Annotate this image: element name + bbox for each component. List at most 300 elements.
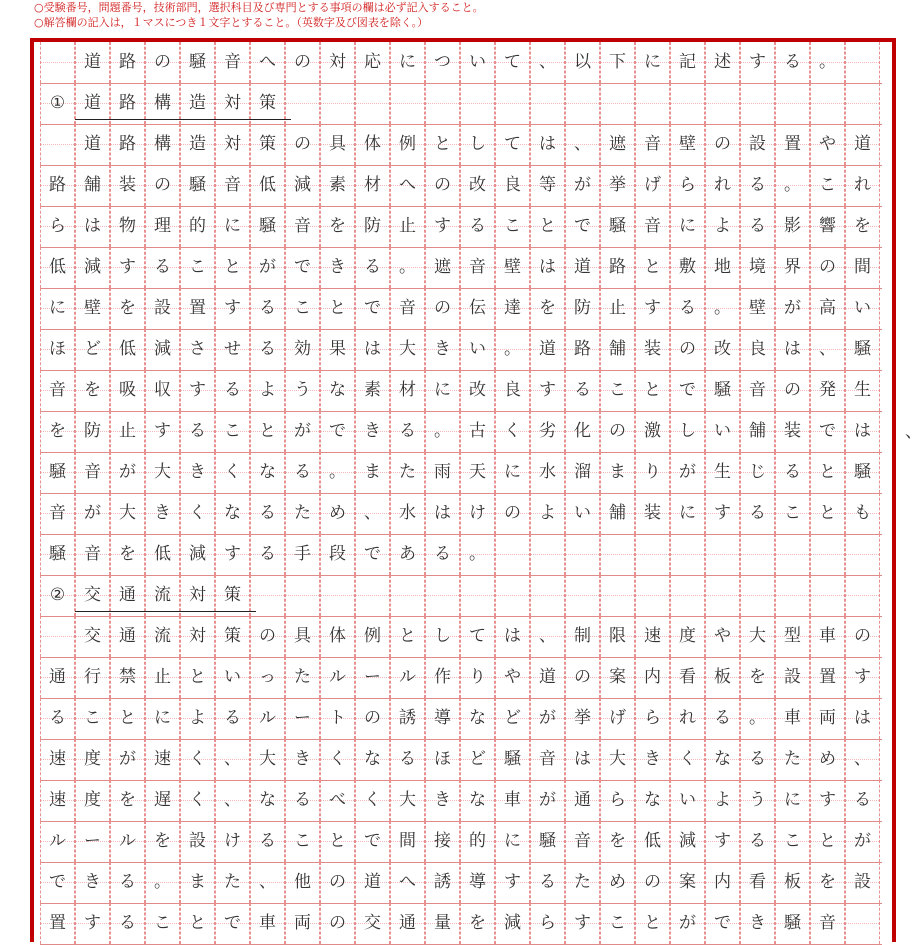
cell-char: げ (644, 175, 661, 195)
grid-cell (110, 247, 145, 288)
cell-char: 、 (539, 52, 556, 72)
cell-char: る (749, 749, 766, 769)
grid-cell (635, 206, 670, 247)
grid-cell (740, 821, 775, 862)
cell-char (776, 580, 809, 610)
grid-cell (285, 575, 320, 616)
grid-cell (460, 83, 495, 124)
cell-char: す (189, 380, 206, 400)
cell-char: き (644, 749, 661, 769)
cell-char: 道 (854, 134, 871, 154)
grid-cell (670, 657, 705, 698)
grid-cell (355, 124, 390, 165)
cell-char: 大 (609, 749, 626, 769)
grid-cell (670, 862, 705, 903)
grid-cell (110, 534, 145, 575)
cell-char: べ (329, 790, 346, 810)
grid-cell (670, 739, 705, 780)
grid-cell (425, 370, 460, 411)
grid-cell (250, 247, 285, 288)
cell-char: と (399, 626, 416, 646)
grid-cell (495, 903, 530, 944)
cell-char: の (294, 52, 311, 72)
cell-char: 雨 (434, 462, 451, 482)
cell-char: 止 (609, 298, 626, 318)
cell-char: く (504, 421, 521, 441)
grid-cell (810, 493, 845, 534)
cell-char: 止 (154, 667, 171, 687)
cell-char: は (574, 749, 591, 769)
cell-char: 音 (224, 52, 241, 72)
cell-char: 減 (679, 831, 696, 851)
grid-cell (460, 657, 495, 698)
cell-char: 挙 (609, 175, 626, 195)
cell-char: 例 (364, 626, 381, 646)
grid-cell (530, 83, 565, 124)
grid-cell (390, 616, 425, 657)
grid-cell (215, 821, 250, 862)
grid-cell (390, 247, 425, 288)
cell-char: も (854, 503, 871, 523)
grid-cell (810, 370, 845, 411)
grid-cell (845, 165, 880, 206)
grid-cell (425, 698, 460, 739)
cell-char: す (644, 298, 661, 318)
cell-char: 影 (784, 216, 801, 236)
grid-cell (600, 452, 635, 493)
grid-cell (110, 165, 145, 206)
grid-cell (425, 657, 460, 698)
cell-char: 騒 (714, 380, 731, 400)
cell-char: す (154, 421, 171, 441)
grid-cell (740, 616, 775, 657)
grid-cell (705, 534, 740, 575)
grid-cell (355, 452, 390, 493)
grid-cell (145, 903, 180, 944)
cell-char: 音 (644, 216, 661, 236)
grid-cell (180, 534, 215, 575)
grid-cell (390, 739, 425, 780)
grid-cell (495, 739, 530, 780)
grid-cell (705, 862, 740, 903)
grid-cell (635, 903, 670, 944)
cell-char: ー (84, 831, 101, 851)
cell-char (846, 908, 879, 938)
grid-cell (530, 575, 565, 616)
grid-cell (250, 493, 285, 534)
grid-cell (705, 575, 740, 616)
cell-char: る (434, 544, 451, 564)
grid-cell (635, 165, 670, 206)
grid-cell (285, 411, 320, 452)
cell-char: る (749, 831, 766, 851)
grid-cell (845, 493, 880, 534)
cell-char: る (119, 913, 136, 933)
grid-cell (810, 534, 845, 575)
grid-cell (565, 575, 600, 616)
cell-char: を (119, 298, 136, 318)
grid-cell (460, 903, 495, 944)
grid-cell (600, 739, 635, 780)
grid-cell (390, 903, 425, 944)
grid-cell (355, 903, 390, 944)
cell-char: は (364, 339, 381, 359)
grid-cell (670, 370, 705, 411)
grid-cell (40, 42, 75, 83)
grid-cell (180, 165, 215, 206)
cell-char: 路 (119, 93, 136, 113)
grid-cell (75, 124, 110, 165)
cell-char: す (574, 913, 591, 933)
cell-char: 達 (504, 298, 521, 318)
grid-cell (355, 493, 390, 534)
cell-char: が (679, 913, 696, 933)
cell-char: 化 (574, 421, 591, 441)
grid-row (40, 493, 882, 534)
cell-char: 的 (189, 216, 206, 236)
cell-char: 舗 (609, 339, 626, 359)
grid-cell (390, 370, 425, 411)
cell-char (636, 539, 669, 569)
grid-cell (425, 42, 460, 83)
grid-cell (110, 821, 145, 862)
cell-char: る (574, 380, 591, 400)
cell-char: な (259, 790, 276, 810)
grid-cell (75, 370, 110, 411)
cell-char: 境 (749, 257, 766, 277)
cell-char: 路 (119, 52, 136, 72)
grid-cell (705, 329, 740, 370)
grid-cell (390, 821, 425, 862)
cell-char: 両 (294, 913, 311, 933)
grid-cell (740, 206, 775, 247)
cell-char: る (259, 339, 276, 359)
cell-char: 減 (154, 339, 171, 359)
grid-cell (845, 657, 880, 698)
cell-char: が (539, 790, 556, 810)
cell-char (496, 539, 529, 569)
cell-char: る (224, 708, 241, 728)
grid-cell (425, 206, 460, 247)
grid-cell (530, 493, 565, 534)
cell-char (636, 88, 669, 118)
cell-char: の (294, 134, 311, 154)
grid-cell (110, 780, 145, 821)
instruction-line: ○受験番号，問題番号，技術部門，選択科目及び専門とする事項の欄は必ず記入すること。 (34, 1, 484, 14)
grid-cell (495, 534, 530, 575)
grid-cell (775, 862, 810, 903)
grid-cell (250, 534, 285, 575)
cell-char: 良 (504, 175, 521, 195)
cell-char: 壁 (749, 298, 766, 318)
grid-cell (565, 657, 600, 698)
grid-cell (250, 903, 285, 944)
cell-char: 大 (399, 339, 416, 359)
grid-cell (845, 616, 880, 657)
cell-char: 速 (154, 749, 171, 769)
cell-char: こ (84, 708, 101, 728)
cell-char: れ (679, 708, 696, 728)
grid-cell (355, 821, 390, 862)
cell-char (461, 88, 494, 118)
grid-cell (75, 780, 110, 821)
cell-char: く (679, 749, 696, 769)
grid-cell (250, 657, 285, 698)
grid-cell (705, 452, 740, 493)
cell-char: 対 (224, 134, 241, 154)
cell-char: せ (224, 339, 241, 359)
cell-char: で (364, 831, 381, 851)
grid-cell (390, 780, 425, 821)
cell-char: 音 (294, 216, 311, 236)
grid-cell (180, 288, 215, 329)
cell-char (846, 539, 879, 569)
grid-row (40, 452, 882, 493)
grid-cell (250, 452, 285, 493)
cell-char (566, 580, 599, 610)
cell-char: は (84, 216, 101, 236)
cell-char: な (329, 380, 346, 400)
grid-cell (670, 616, 705, 657)
grid-cell (635, 288, 670, 329)
cell-char: 遅 (154, 790, 171, 810)
grid-row (40, 821, 882, 862)
cell-char: く (189, 749, 206, 769)
cell-char: 天 (469, 462, 486, 482)
cell-char: 低 (154, 544, 171, 564)
grid-cell (460, 329, 495, 370)
cell-char: す (714, 503, 731, 523)
cell-char (286, 88, 319, 118)
grid-cell (355, 739, 390, 780)
grid-cell (355, 165, 390, 206)
grid-cell (530, 370, 565, 411)
grid-cell (110, 42, 145, 83)
grid-cell (215, 903, 250, 944)
cell-char: は (784, 339, 801, 359)
instruction-line: ○解答欄の記入は，１マスにつき１文字とすること。（英数字及び図表を除く。） (34, 16, 429, 29)
grid-cell (600, 903, 635, 944)
grid-cell (460, 739, 495, 780)
grid-cell (355, 329, 390, 370)
cell-char: が (119, 462, 136, 482)
grid-cell (320, 780, 355, 821)
grid-cell (390, 862, 425, 903)
cell-char: が (854, 831, 871, 851)
grid-row (40, 657, 882, 698)
grid-cell (775, 42, 810, 83)
grid-cell (740, 411, 775, 452)
grid-cell (530, 288, 565, 329)
cell-char: る (189, 421, 206, 441)
grid-cell (530, 42, 565, 83)
cell-char: 路 (609, 257, 626, 277)
grid-cell (495, 329, 530, 370)
grid-cell (355, 288, 390, 329)
grid-cell (740, 165, 775, 206)
cell-char: 他 (294, 872, 311, 892)
cell-char: 両 (819, 708, 836, 728)
grid-cell (600, 329, 635, 370)
cell-char: 路 (119, 134, 136, 154)
cell-char: 流 (154, 626, 171, 646)
grid-cell (845, 42, 880, 83)
cell-char: 。 (154, 872, 171, 892)
grid-cell (600, 698, 635, 739)
cell-char: 通 (119, 626, 136, 646)
cell-char: 音 (644, 134, 661, 154)
grid-cell (285, 83, 320, 124)
cell-char: く (364, 790, 381, 810)
cell-char: こ (784, 831, 801, 851)
grid-cell (355, 575, 390, 616)
grid-cell (145, 83, 180, 124)
grid-cell (285, 42, 320, 83)
grid-cell (145, 739, 180, 780)
cell-char: 挙 (574, 708, 591, 728)
grid-cell (705, 124, 740, 165)
grid-cell (180, 124, 215, 165)
grid-cell (180, 370, 215, 411)
cell-char: 遮 (434, 257, 451, 277)
grid-cell (705, 616, 740, 657)
cell-char: ー (294, 708, 311, 728)
cell-char: ト (329, 708, 346, 728)
cell-char: 舗 (84, 175, 101, 195)
cell-char: 音 (49, 380, 66, 400)
grid-cell (425, 821, 460, 862)
cell-char (776, 88, 809, 118)
cell-char: っ (259, 667, 276, 687)
grid-cell (215, 862, 250, 903)
cell-char: 騒 (49, 544, 66, 564)
grid-cell (40, 698, 75, 739)
cell-char: こ (504, 216, 521, 236)
cell-char: 対 (189, 626, 206, 646)
grid-cell (40, 83, 75, 124)
grid-cell (600, 616, 635, 657)
grid-cell (810, 575, 845, 616)
cell-char: 止 (399, 216, 416, 236)
cell-char: 策 (259, 134, 276, 154)
cell-char: と (259, 421, 276, 441)
grid-cell (670, 165, 705, 206)
cell-char: い (224, 667, 241, 687)
cell-char: う (294, 380, 311, 400)
cell-char: け (469, 503, 486, 523)
cell-char: を (329, 216, 346, 236)
grid-cell (215, 780, 250, 821)
grid-cell (145, 411, 180, 452)
grid-cell (355, 657, 390, 698)
grid-cell (565, 780, 600, 821)
grid-cell (495, 821, 530, 862)
cell-char: 大 (399, 790, 416, 810)
cell-char: 度 (84, 790, 101, 810)
grid-cell (635, 329, 670, 370)
cell-char: 。 (819, 52, 836, 72)
cell-char: で (294, 257, 311, 277)
cell-char: 大 (259, 749, 276, 769)
cell-char: を (119, 544, 136, 564)
grid-cell (530, 739, 565, 780)
grid-cell (635, 739, 670, 780)
grid-cell (75, 739, 110, 780)
cell-char: 生 (854, 380, 871, 400)
cell-char: る (154, 257, 171, 277)
grid-cell (845, 247, 880, 288)
cell-char: す (749, 52, 766, 72)
cell-char: よ (189, 708, 206, 728)
cell-char: り (469, 667, 486, 687)
cell-char: 音 (399, 298, 416, 318)
cell-char: 減 (84, 257, 101, 277)
cell-char: 、 (364, 503, 381, 523)
cell-char: 設 (784, 667, 801, 687)
cell-char: あ (399, 544, 416, 564)
grid-cell (75, 247, 110, 288)
grid-cell (635, 493, 670, 534)
cell-char: ほ (434, 749, 451, 769)
cell-char: 対 (189, 585, 206, 605)
grid-cell (285, 903, 320, 944)
grid-cell (145, 821, 180, 862)
grid-cell (215, 657, 250, 698)
cell-char: 伝 (469, 298, 486, 318)
grid-cell (810, 698, 845, 739)
cell-char: 、 (539, 626, 556, 646)
cell-char: る (259, 503, 276, 523)
grid-cell (320, 739, 355, 780)
cell-char: う (749, 790, 766, 810)
cell-char: 水 (399, 503, 416, 523)
cell-char: ル (49, 831, 66, 851)
cell-char: 果 (329, 339, 346, 359)
grid-cell (530, 247, 565, 288)
grid-cell (670, 698, 705, 739)
grid-cell (40, 370, 75, 411)
grid-cell (425, 780, 460, 821)
cell-char: 速 (644, 626, 661, 646)
cell-char: き (154, 503, 171, 523)
cell-char: の (574, 667, 591, 687)
grid-cell (565, 903, 600, 944)
cell-char: が (574, 175, 591, 195)
cell-char (426, 580, 459, 610)
cell-char: 、 (819, 339, 836, 359)
cell-char: 生 (714, 462, 731, 482)
grid-row (40, 780, 882, 821)
cell-char: す (854, 667, 871, 687)
cell-char: 舗 (609, 503, 626, 523)
cell-char: き (434, 790, 451, 810)
grid-row (40, 739, 882, 780)
cell-char: 板 (784, 872, 801, 892)
cell-char (811, 539, 844, 569)
grid-cell (40, 329, 75, 370)
grid-cell (775, 698, 810, 739)
grid-cell (530, 206, 565, 247)
cell-char: 内 (644, 667, 661, 687)
grid-cell (320, 83, 355, 124)
grid-cell (320, 452, 355, 493)
grid-cell (145, 698, 180, 739)
grid-cell (705, 821, 740, 862)
grid-cell (775, 206, 810, 247)
grid-cell (285, 657, 320, 698)
margin-mark: 、 (905, 422, 922, 442)
grid-cell (75, 821, 110, 862)
